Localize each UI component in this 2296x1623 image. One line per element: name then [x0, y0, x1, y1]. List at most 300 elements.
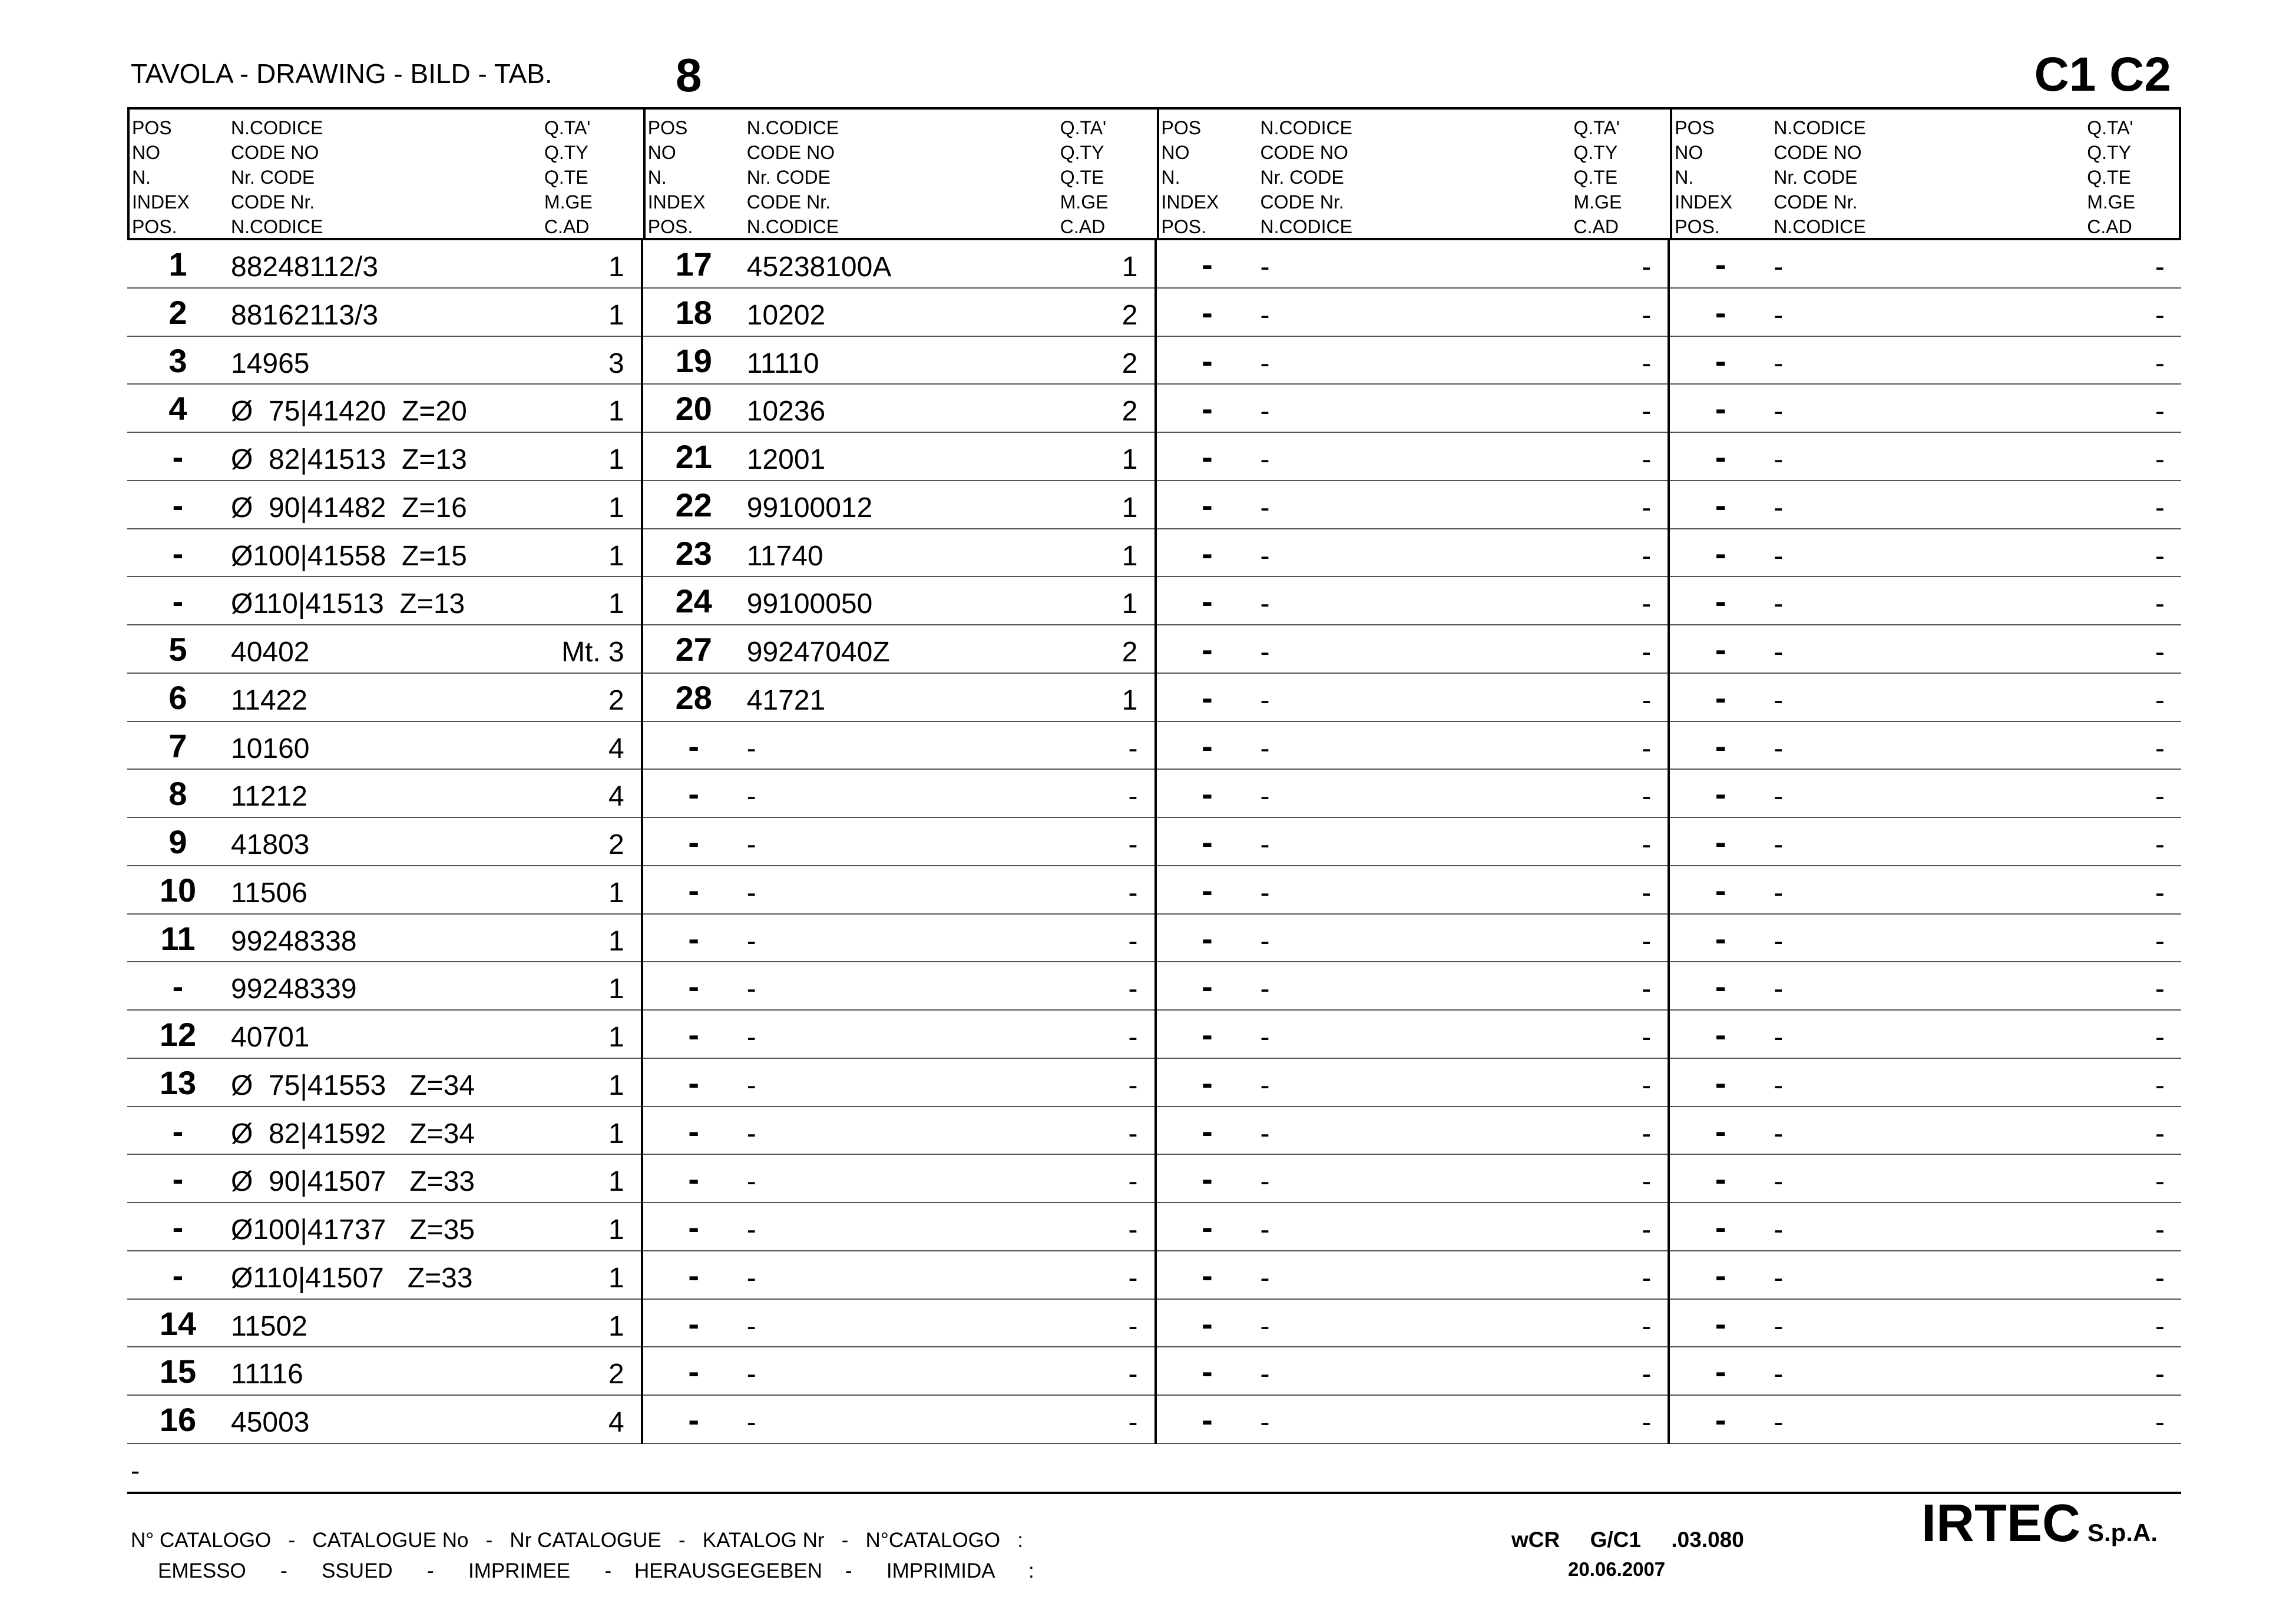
pos-cell: - — [1715, 1064, 1726, 1101]
pos-cell: - — [1715, 1112, 1726, 1150]
qty-cell: - — [1642, 1166, 1652, 1198]
table-row — [1157, 1155, 1668, 1203]
pos-cell: - — [172, 1208, 184, 1246]
table-row — [1157, 1059, 1668, 1107]
qty-cell: - — [1128, 1069, 1138, 1101]
qty-cell: 1 — [608, 1262, 624, 1294]
table-header — [127, 107, 2181, 240]
qty-cell: - — [1642, 877, 1652, 909]
table-row — [643, 1011, 1154, 1059]
code-cell: 11212 — [231, 781, 307, 813]
pos-cell: - — [1715, 727, 1726, 764]
qty-cell: 3 — [608, 347, 624, 379]
code-cell: 88162113/3 — [231, 299, 379, 331]
table-row — [1157, 1251, 1668, 1300]
qty-cell: - — [1642, 1407, 1652, 1438]
code-cell: - — [746, 1262, 756, 1294]
qty-cell: - — [1642, 781, 1652, 813]
code-cell: - — [1774, 492, 1784, 524]
code-cell: - — [1774, 1262, 1784, 1294]
qty-cell: - — [1128, 1310, 1138, 1342]
table-section — [127, 240, 641, 1444]
brand-suffix: S.p.A. — [2087, 1519, 2158, 1546]
pos-cell: - — [1715, 775, 1726, 813]
pos-cell: - — [688, 871, 700, 909]
table-row — [127, 915, 641, 963]
pos-cell: - — [1715, 1353, 1726, 1390]
table-row — [127, 1107, 641, 1155]
code-cell: - — [746, 829, 756, 860]
pos-cell: - — [1202, 823, 1213, 860]
qty-cell: - — [1128, 1118, 1138, 1150]
code-cell: - — [1260, 637, 1270, 668]
pos-cell: - — [1715, 438, 1726, 475]
code-cell: - — [1260, 877, 1270, 909]
qty-cell: - — [2155, 1407, 2165, 1438]
table-row — [643, 433, 1154, 481]
code-cell: - — [1260, 299, 1270, 331]
pos-cell: - — [1202, 486, 1213, 524]
qty-cell: 1 — [608, 588, 624, 620]
header-code: N.CODICE CODE NO Nr. CODE CODE Nr. N.CODICE — [746, 117, 839, 237]
qty-cell: 1 — [608, 396, 624, 428]
footnote: - — [131, 1455, 140, 1486]
table-row — [1157, 1396, 1668, 1444]
qty-cell: - — [2155, 1069, 2165, 1101]
table-row — [1157, 433, 1668, 481]
table-row — [1157, 962, 1668, 1011]
pos-cell: 8 — [168, 775, 187, 813]
table-row — [643, 1107, 1154, 1155]
table-row — [127, 1347, 641, 1396]
code-cell: Ø100|41737 Z=35 — [231, 1214, 475, 1246]
table-row — [643, 289, 1154, 337]
qty-cell: - — [1642, 588, 1652, 620]
qty-cell: 1 — [608, 877, 624, 909]
pos-cell: 19 — [675, 342, 712, 379]
table-row — [1670, 674, 2181, 722]
pos-cell: - — [1202, 293, 1213, 331]
pos-cell: 9 — [168, 823, 187, 860]
qty-cell: - — [2155, 1022, 2165, 1053]
code-cell: 12001 — [746, 444, 826, 475]
pos-cell: - — [1202, 246, 1213, 283]
qty-cell: 1 — [608, 299, 624, 331]
code-cell: - — [1774, 1214, 1784, 1246]
code-cell: - — [1260, 492, 1270, 524]
pos-cell: - — [1202, 968, 1213, 1005]
code-cell: - — [746, 781, 756, 813]
code-cell: - — [746, 973, 756, 1005]
header-qty: Q.TA' Q.TY Q.TE M.GE C.AD — [1060, 117, 1109, 237]
qty-cell: 4 — [608, 1407, 624, 1438]
table-row — [1670, 1347, 2181, 1396]
table-row — [127, 240, 641, 289]
qty-cell: - — [2155, 396, 2165, 428]
qty-cell: - — [2155, 637, 2165, 668]
qty-cell: 4 — [608, 733, 624, 764]
table-row — [1670, 289, 2181, 337]
code-cell: - — [1260, 829, 1270, 860]
qty-cell: - — [1128, 973, 1138, 1005]
pos-cell: - — [1202, 390, 1213, 428]
table-row — [1157, 770, 1668, 818]
qty-cell: 1 — [608, 973, 624, 1005]
header-code: N.CODICE CODE NO Nr. CODE CODE Nr. N.CODICE — [1260, 117, 1352, 237]
pos-cell: 3 — [168, 342, 187, 379]
code-cell: - — [1774, 973, 1784, 1005]
code-cell: - — [1260, 347, 1270, 379]
code-cell: - — [1260, 251, 1270, 283]
pos-cell: - — [688, 1401, 700, 1438]
table-row — [1157, 289, 1668, 337]
pos-cell: 1 — [168, 246, 187, 283]
pos-cell: - — [1202, 534, 1213, 572]
table-number: 8 — [676, 49, 702, 101]
code-cell: - — [1260, 588, 1270, 620]
qty-cell: - — [1642, 251, 1652, 283]
code-cell: - — [1260, 684, 1270, 716]
pos-cell: - — [1715, 631, 1726, 668]
qty-cell: - — [2155, 540, 2165, 572]
code-cell: 10160 — [231, 733, 310, 764]
table-row — [127, 770, 641, 818]
table-row — [1157, 1011, 1668, 1059]
table-row — [1670, 433, 2181, 481]
pos-cell: - — [688, 1112, 700, 1150]
qty-cell: - — [1128, 1214, 1138, 1246]
code-cell: 11116 — [231, 1359, 303, 1390]
code-cell: 45003 — [231, 1407, 310, 1438]
qty-cell: 2 — [1121, 299, 1138, 331]
code-cell: - — [1774, 829, 1784, 860]
table-row — [1157, 1300, 1668, 1348]
pos-cell: - — [1202, 1016, 1213, 1053]
table-row — [1157, 337, 1668, 385]
pos-cell: - — [1715, 968, 1726, 1005]
code-cell: - — [746, 1407, 756, 1438]
pos-cell: 13 — [159, 1064, 197, 1101]
pos-cell: 15 — [159, 1353, 197, 1390]
pos-cell: - — [1202, 775, 1213, 813]
pos-cell: - — [1715, 1401, 1726, 1438]
qty-cell: 2 — [1121, 347, 1138, 379]
code-cell: - — [1774, 1118, 1784, 1150]
table-row — [127, 433, 641, 481]
table-row — [1670, 240, 2181, 289]
table-row — [643, 625, 1154, 674]
pos-cell: - — [1202, 1401, 1213, 1438]
qty-cell: - — [2155, 684, 2165, 716]
pos-cell: 17 — [675, 246, 712, 283]
pos-cell: - — [1202, 919, 1213, 957]
code-cell: Ø 75|41420 Z=20 — [231, 396, 467, 428]
pos-cell: 5 — [168, 631, 187, 668]
code-cell: - — [1774, 588, 1784, 620]
code-cell: 99248338 — [231, 925, 357, 957]
code-cell: - — [746, 1022, 756, 1053]
code-cell: - — [746, 1310, 756, 1342]
qty-cell: 1 — [1121, 492, 1138, 524]
table-row — [1670, 1203, 2181, 1251]
table-row — [127, 529, 641, 578]
qty-cell: 2 — [608, 1359, 624, 1390]
code-cell: 11740 — [746, 540, 823, 572]
table-row — [127, 866, 641, 915]
table-row — [127, 1059, 641, 1107]
qty-cell: - — [2155, 781, 2165, 813]
code-cell: - — [1260, 1407, 1270, 1438]
code-cell: 45238100A — [746, 251, 892, 283]
pos-cell: - — [1202, 582, 1213, 620]
table-row — [1670, 1155, 2181, 1203]
pos-cell: - — [172, 438, 184, 475]
code-cell: - — [1774, 733, 1784, 764]
qty-cell: - — [1642, 1214, 1652, 1246]
table-section — [641, 240, 1154, 1444]
code-cell: - — [1260, 781, 1270, 813]
table-row — [643, 1155, 1154, 1203]
code-cell: - — [1260, 540, 1270, 572]
table-row — [1670, 625, 2181, 674]
code-cell: - — [746, 925, 756, 957]
code-cell: 11502 — [231, 1310, 307, 1342]
qty-cell: 1 — [608, 444, 624, 475]
pos-cell: - — [688, 1353, 700, 1390]
pos-cell: - — [688, 1016, 700, 1053]
table-row — [643, 1396, 1154, 1444]
qty-cell: - — [2155, 1262, 2165, 1294]
table-row — [1670, 1396, 2181, 1444]
qty-cell: - — [1642, 973, 1652, 1005]
code-cell: - — [1774, 299, 1784, 331]
pos-cell: - — [172, 1160, 184, 1198]
code-cell: - — [1774, 347, 1784, 379]
qty-cell: - — [1128, 1166, 1138, 1198]
pos-cell: 10 — [159, 871, 197, 909]
pos-cell: - — [688, 1160, 700, 1198]
table-row — [1670, 915, 2181, 963]
table-row — [127, 1155, 641, 1203]
qty-cell: 2 — [1121, 637, 1138, 668]
catalogue-reference: wCR G/C1 .03.080 — [1511, 1528, 1744, 1552]
pos-cell: - — [688, 919, 700, 957]
table-row — [127, 385, 641, 433]
code-cell: Ø110|41513 Z=13 — [231, 588, 465, 620]
header-code: N.CODICE CODE NO Nr. CODE CODE Nr. N.CODICE — [1774, 117, 1866, 237]
pos-cell: - — [688, 1208, 700, 1246]
code-cell: 99100012 — [746, 492, 873, 524]
table-row — [643, 770, 1154, 818]
qty-cell: 4 — [608, 781, 624, 813]
pos-cell: 20 — [675, 390, 712, 428]
pos-cell: - — [688, 727, 700, 764]
table-row — [1157, 1107, 1668, 1155]
table-row — [1670, 1011, 2181, 1059]
table-row — [1670, 337, 2181, 385]
pos-cell: - — [1202, 1160, 1213, 1198]
qty-cell: - — [2155, 1118, 2165, 1150]
qty-cell: - — [1128, 781, 1138, 813]
table-row — [1670, 866, 2181, 915]
table-row — [1157, 577, 1668, 625]
code-cell: 99100050 — [746, 588, 873, 620]
table-row — [1157, 481, 1668, 529]
pos-cell: 6 — [168, 678, 187, 716]
table-row — [1157, 915, 1668, 963]
code-cell: 11422 — [231, 684, 307, 716]
pos-cell: 12 — [159, 1016, 197, 1053]
table-row — [1670, 1300, 2181, 1348]
qty-cell: 2 — [1121, 396, 1138, 428]
code-cell: - — [1774, 877, 1784, 909]
qty-cell: 1 — [608, 540, 624, 572]
code-cell: - — [1774, 925, 1784, 957]
pos-cell: - — [172, 534, 184, 572]
code-cell: - — [1774, 781, 1784, 813]
qty-cell: 2 — [608, 829, 624, 860]
code-cell: 11506 — [231, 877, 307, 909]
pos-cell: - — [172, 1112, 184, 1150]
qty-cell: - — [2155, 1166, 2165, 1198]
pos-cell: - — [1202, 1304, 1213, 1342]
header-pos: POS NO N. INDEX POS. — [1161, 117, 1219, 237]
header-group — [1670, 110, 2183, 238]
code-cell: - — [746, 1166, 756, 1198]
code-cell: Ø100|41558 Z=15 — [231, 540, 467, 572]
code-cell: 99248339 — [231, 973, 357, 1005]
header-group — [130, 110, 643, 238]
pos-cell: - — [1715, 1016, 1726, 1053]
pos-cell: - — [1202, 1208, 1213, 1246]
table-row — [127, 337, 641, 385]
table-row — [1157, 866, 1668, 915]
qty-cell: 1 — [1121, 540, 1138, 572]
table-section — [1668, 240, 2181, 1444]
parts-table — [127, 107, 2181, 1444]
pos-cell: 18 — [675, 293, 712, 331]
header-qty: Q.TA' Q.TY Q.TE M.GE C.AD — [1573, 117, 1622, 237]
code-cell: - — [746, 1069, 756, 1101]
pos-cell: - — [688, 775, 700, 813]
table-row — [1670, 1107, 2181, 1155]
code-cell: Ø110|41507 Z=33 — [231, 1262, 473, 1294]
code-cell: - — [1774, 1166, 1784, 1198]
table-row — [1670, 962, 2181, 1011]
pos-cell: 28 — [675, 678, 712, 716]
code-cell: - — [1260, 1310, 1270, 1342]
pos-cell: - — [1715, 582, 1726, 620]
code-cell: - — [1774, 1022, 1784, 1053]
qty-cell: 1 — [608, 1166, 624, 1198]
code-cell: Ø 75|41553 Z=34 — [231, 1069, 475, 1101]
qty-cell: - — [1642, 1118, 1652, 1150]
code-cell: 40402 — [231, 637, 310, 668]
qty-cell: 1 — [1121, 444, 1138, 475]
code-cell: - — [1774, 444, 1784, 475]
qty-cell: - — [1128, 1022, 1138, 1053]
header-group — [643, 110, 1157, 238]
code-cell: - — [1260, 973, 1270, 1005]
pos-cell: - — [1715, 678, 1726, 716]
qty-cell: - — [2155, 299, 2165, 331]
page-title: TAVOLA - DRAWING - BILD - TAB. — [131, 58, 553, 89]
qty-cell: 2 — [608, 684, 624, 716]
code-cell: 11110 — [746, 347, 819, 379]
pos-cell: 22 — [675, 486, 712, 524]
code-cell: - — [1260, 733, 1270, 764]
pos-cell: 14 — [159, 1304, 197, 1342]
pos-cell: 16 — [159, 1401, 197, 1438]
table-row — [643, 1059, 1154, 1107]
pos-cell: - — [1715, 293, 1726, 331]
table-row — [127, 1011, 641, 1059]
table-row — [643, 385, 1154, 433]
pos-cell: - — [688, 823, 700, 860]
code-cell: - — [1260, 1166, 1270, 1198]
code-cell: - — [1774, 396, 1784, 428]
table-row — [643, 1203, 1154, 1251]
table-row — [643, 240, 1154, 289]
table-row — [1670, 1251, 2181, 1300]
header-pos: POS NO N. INDEX POS. — [1675, 117, 1733, 237]
pos-cell: - — [1202, 1256, 1213, 1294]
qty-cell: 1 — [1121, 684, 1138, 716]
header-qty: Q.TA' Q.TY Q.TE M.GE C.AD — [544, 117, 593, 237]
table-row — [127, 1251, 641, 1300]
qty-cell: - — [1128, 733, 1138, 764]
code-cell: - — [1774, 251, 1784, 283]
table-row — [643, 722, 1154, 770]
pos-cell: - — [1715, 1208, 1726, 1246]
pos-cell: - — [1715, 1160, 1726, 1198]
qty-cell: 1 — [1121, 251, 1138, 283]
qty-cell: 1 — [608, 1069, 624, 1101]
qty-cell: - — [1128, 829, 1138, 860]
pos-cell: - — [1202, 438, 1213, 475]
qty-cell: - — [1642, 1022, 1652, 1053]
header-pos: POS NO N. INDEX POS. — [132, 117, 190, 237]
code-cell: - — [1260, 1118, 1270, 1150]
code-cell: 14965 — [231, 347, 310, 379]
table-row — [643, 866, 1154, 915]
table-row — [1670, 385, 2181, 433]
table-row — [127, 722, 641, 770]
qty-cell: Mt. 3 — [561, 637, 624, 668]
table-row — [643, 1347, 1154, 1396]
qty-cell: - — [1642, 925, 1652, 957]
qty-cell: 1 — [608, 1310, 624, 1342]
code-cell: - — [1774, 540, 1784, 572]
table-row — [1157, 385, 1668, 433]
pos-cell: - — [1202, 727, 1213, 764]
issued-label: EMESSO - SSUED - IMPRIMEE - HERAUSGEGEBEN - IMPRIMIDA : — [158, 1559, 1034, 1582]
code-cell: Ø 90|41507 Z=33 — [231, 1166, 475, 1198]
qty-cell: - — [1128, 1359, 1138, 1390]
code-cell: - — [1774, 1069, 1784, 1101]
header-group — [1157, 110, 1670, 238]
qty-cell: 1 — [608, 1214, 624, 1246]
qty-cell: - — [2155, 973, 2165, 1005]
pos-cell: - — [1202, 871, 1213, 909]
qty-cell: - — [1128, 1262, 1138, 1294]
qty-cell: - — [2155, 1214, 2165, 1246]
header-qty: Q.TA' Q.TY Q.TE M.GE C.AD — [2087, 117, 2136, 237]
code-cell: - — [746, 1359, 756, 1390]
code-cell: - — [1774, 637, 1784, 668]
code-cell: - — [746, 1214, 756, 1246]
code-cell: - — [1260, 1022, 1270, 1053]
